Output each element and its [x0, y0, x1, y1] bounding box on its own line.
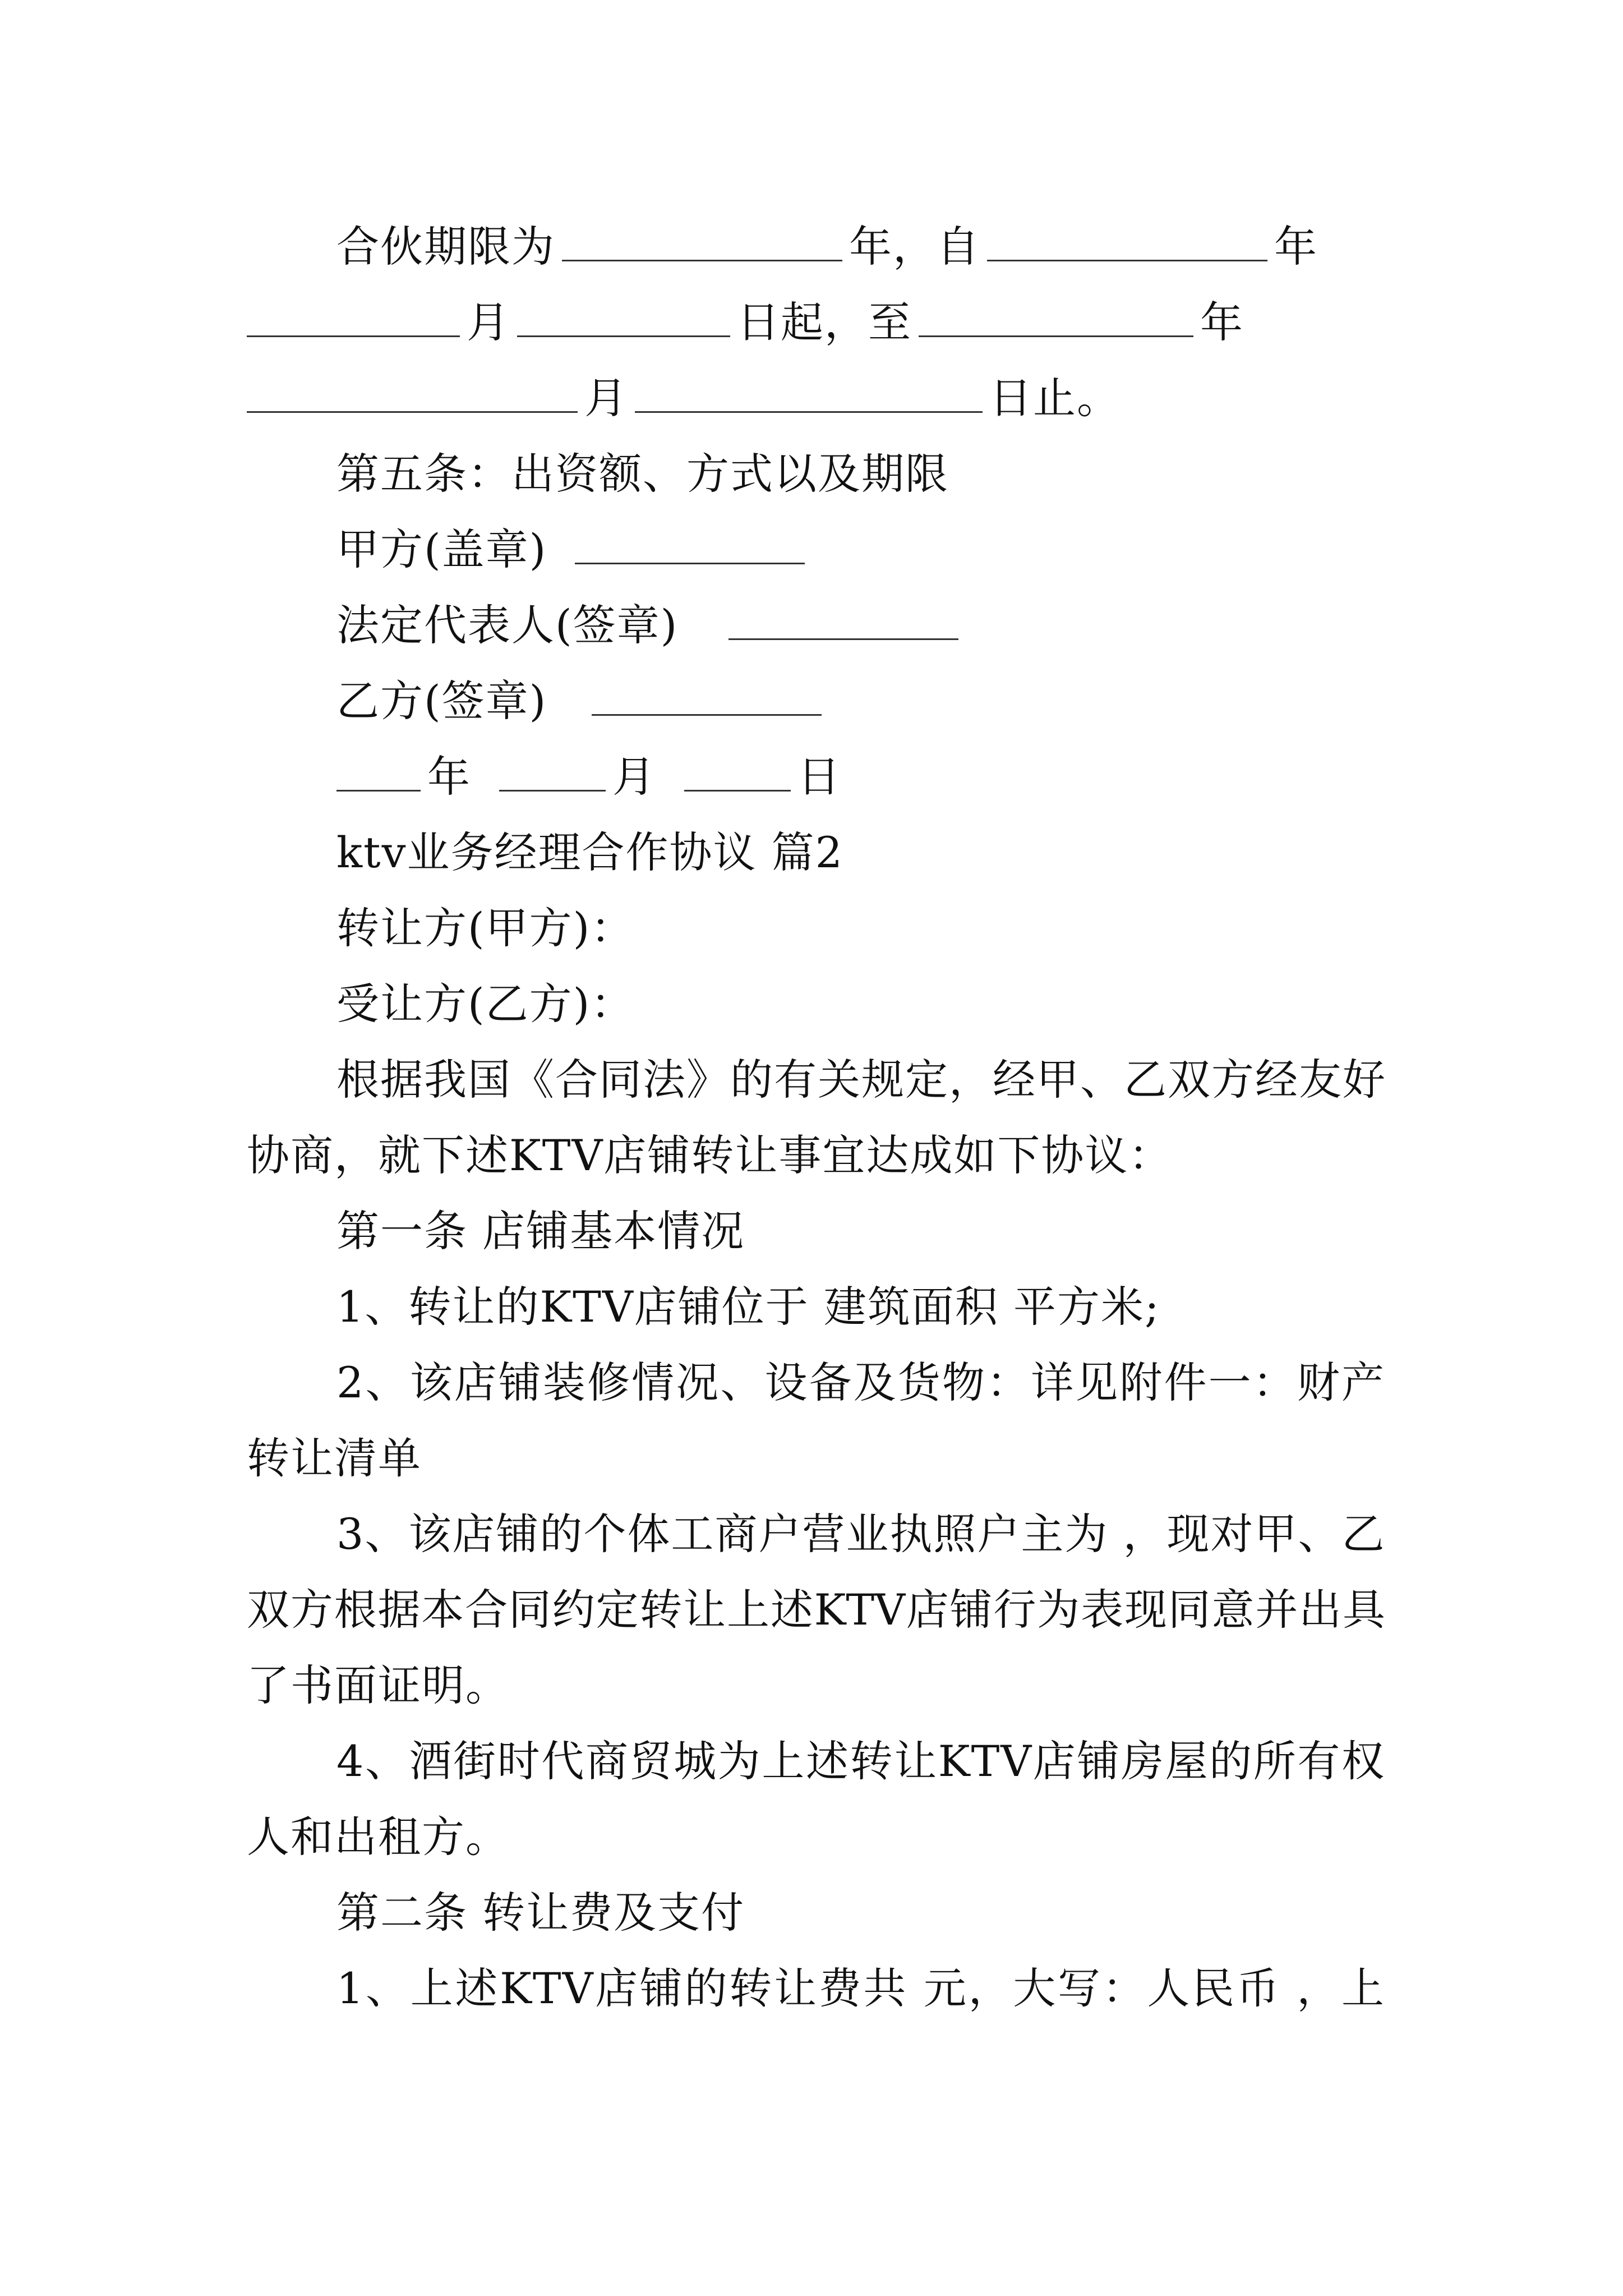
intro-paragraph-line-2: 协商，就下述KTV店铺转让事宜达成如下协议：	[247, 1130, 1173, 1180]
party-b-signature-blank	[592, 674, 822, 716]
month-label-2: 月	[584, 373, 628, 423]
start-year-blank	[987, 219, 1267, 261]
article-1-item-2-line-2: 转让清单	[247, 1433, 422, 1483]
date-day-label: 日	[797, 752, 841, 802]
party-b-signature	[336, 673, 1385, 729]
party-b-sign-label: 乙方(签章)	[336, 676, 547, 726]
term-label: 合伙期限为	[336, 222, 555, 272]
day-end-label: 日止。	[989, 373, 1121, 423]
intro-paragraph-line-1: 根据我国《合同法》的有关规定，经甲、乙双方经友好	[336, 1055, 1386, 1105]
end-year-blank	[919, 295, 1193, 337]
legal-rep-label: 法定代表人(签章)	[336, 600, 679, 650]
article-1-item-3-line-2: 双方根据本合同约定转让上述KTV店铺行为表现同意并出具	[247, 1585, 1385, 1635]
transferee-label: 受让方(乙方)：	[336, 979, 635, 1029]
article-1-item-4-line-2: 人和出租方。	[247, 1812, 509, 1862]
article-2-item-1: 1、上述KTV店铺的转让费共 元，大写：人民币 ，上	[336, 1963, 1385, 2013]
year-label: 年	[1274, 222, 1318, 272]
month-label: 月	[467, 297, 510, 347]
transferor-label: 转让方(甲方)：	[336, 903, 635, 953]
signing-date	[336, 749, 1385, 805]
article-1-item-3-line-3: 了书面证明。	[247, 1660, 509, 1710]
date-month-label: 月	[612, 752, 656, 802]
term-line-3	[247, 370, 1385, 426]
article-1-heading: 第一条 店铺基本情况	[336, 1206, 745, 1256]
start-month-blank	[247, 295, 460, 337]
term-line-1	[336, 219, 1385, 275]
date-day-blank	[684, 749, 791, 792]
date-year-label: 年	[427, 752, 471, 802]
term-from-label: 年，自	[849, 222, 980, 272]
years-blank	[562, 219, 842, 261]
party-a-signature-blank	[575, 522, 805, 564]
party-a-seal-label: 甲方(盖章)	[336, 524, 547, 574]
article-1-item-2-line-1: 2、该店铺装修情况、设备及货物：详见附件一：财产	[336, 1358, 1385, 1407]
section-title: ktv业务经理合作协议 篇2	[336, 827, 844, 877]
article-1-item-1: 1、转让的KTV店铺位于 建筑面积 平方米;	[336, 1282, 1160, 1332]
legal-rep-signature	[336, 597, 1385, 654]
date-year-blank	[336, 749, 421, 792]
end-day-blank	[635, 371, 983, 413]
day-from-to-label: 日起，至	[737, 297, 912, 347]
term-line-2	[247, 295, 1385, 351]
article-2-heading: 第二条 转让费及支付	[336, 1888, 745, 1938]
legal-rep-signature-blank	[728, 598, 958, 640]
party-a-signature	[336, 522, 1385, 578]
year-label-2: 年	[1200, 297, 1244, 347]
date-month-blank	[499, 749, 606, 792]
end-month-blank	[247, 371, 578, 413]
article-1-item-3-line-1: 3、该店铺的个体工商户营业执照户主为 ，现对甲、乙	[336, 1509, 1386, 1559]
article-1-item-4-line-1: 4、酒街时代商贸城为上述转让KTV店铺房屋的所有权	[336, 1736, 1385, 1786]
article-5-heading: 第五条：出资额、方式以及期限	[336, 449, 949, 499]
start-day-blank	[517, 295, 730, 337]
